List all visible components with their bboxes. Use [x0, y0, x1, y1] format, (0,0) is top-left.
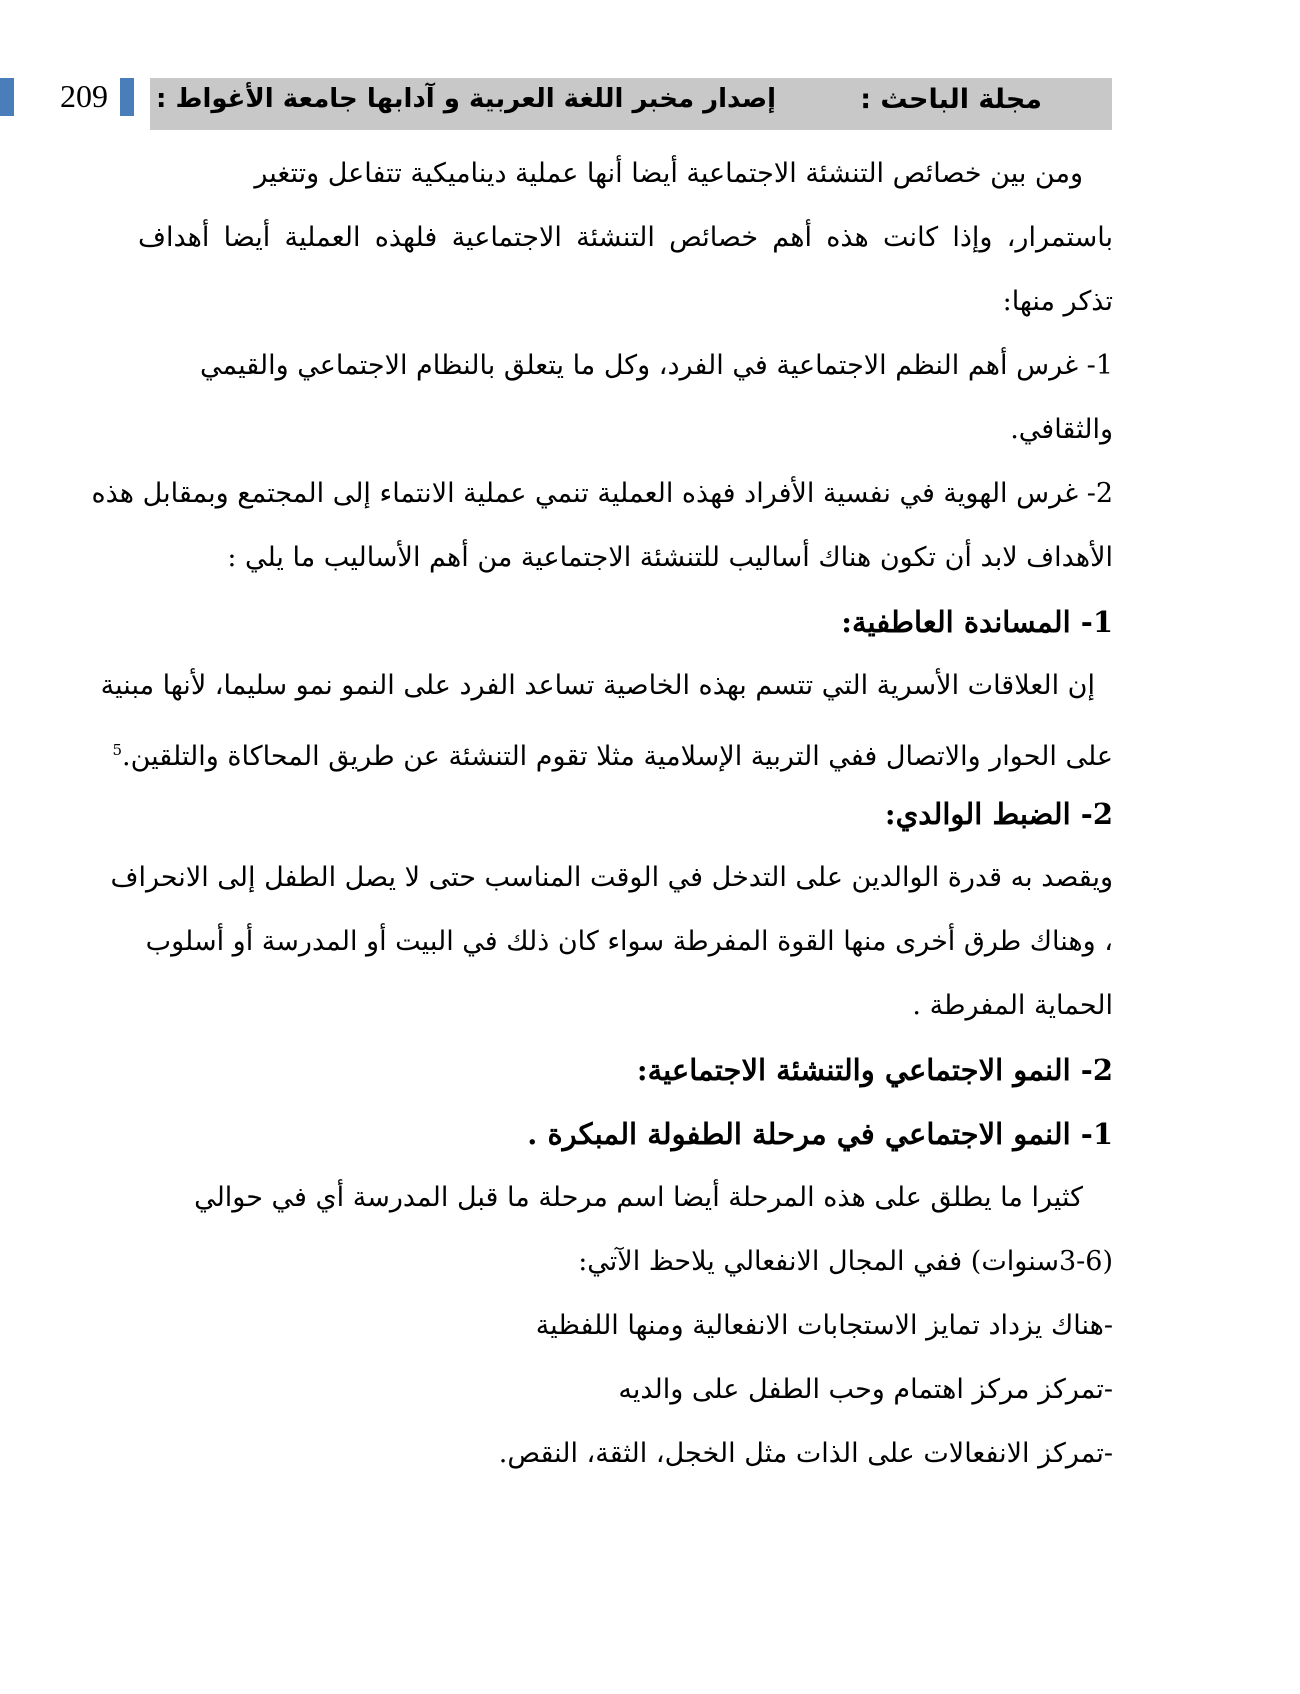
- list-item-2-continuation: الأهداف لابد أن تكون هناك أساليب للتنشئة الاجتماعية من أهم الأساليب ما يلي :: [227, 542, 1113, 573]
- section-heading-emotional-support: 1- المساندة العاطفية:: [841, 605, 1113, 639]
- paragraph-line: ويقصد به قدرة الوالدين على التدخل في الوقت المناسب حتى لا يصل الطفل إلى الانحراف: [110, 862, 1113, 893]
- left-edge-marker: [0, 78, 14, 116]
- paragraph-text: على الحوار والاتصال ففي التربية الإسلامية مثلا تقوم التنشئة عن طريق المحاكاة والتلقين.: [122, 741, 1113, 772]
- page-number: 209: [60, 78, 108, 114]
- journal-publisher: إصدار مخبر اللغة العربية و آدابها جامعة الأغواط :: [156, 84, 777, 114]
- paragraph-line: باستمرار، وإذا كانت هذه أهم خصائص التنشئة الاجتماعية فلهذه العملية أيضا أهداف: [138, 222, 1113, 253]
- bullet-item: -تمركز مركز اهتمام وحب الطفل على والديه: [618, 1374, 1113, 1405]
- page-number-marker: [120, 78, 134, 116]
- section-heading-social-growth: 2- النمو الاجتماعي والتنشئة الاجتماعية:: [636, 1053, 1113, 1087]
- paragraph-line: الحماية المفرطة .: [912, 990, 1113, 1021]
- section-heading-parental-control: 2- الضبط الوالدي:: [884, 797, 1113, 831]
- section-heading-early-childhood: 1- النمو الاجتماعي في مرحلة الطفولة المبكرة .: [527, 1117, 1113, 1151]
- list-item-1-continuation: والثقافي.: [1010, 414, 1113, 445]
- paragraph-line: كثيرا ما يطلق على هذه المرحلة أيضا اسم مرحلة ما قبل المدرسة أي في حوالي: [194, 1182, 1083, 1213]
- paragraph-line: (3-6سنوات) ففي المجال الانفعالي يلاحظ الآتي:: [578, 1246, 1113, 1277]
- bullet-item: -هناك يزداد تمايز الاستجابات الانفعالية ومنها اللفظية: [535, 1310, 1113, 1341]
- journal-name: مجلة الباحث :: [860, 84, 1042, 115]
- list-item-2: 2- غرس الهوية في نفسية الأفراد فهذه العملية تنمي عملية الانتماء إلى المجتمع وبمقابل هذه: [91, 478, 1113, 509]
- paragraph-line: ومن بين خصائص التنشئة الاجتماعية أيضا أنها عملية ديناميكية تتفاعل وتتغير: [254, 158, 1083, 189]
- bullet-item: -تمركز الانفعالات على الذات مثل الخجل، الثقة، النقص.: [498, 1438, 1113, 1469]
- page-body: [91, 142, 1113, 1486]
- running-header: [150, 78, 1112, 130]
- footnote-reference: 5: [112, 741, 123, 759]
- paragraph-line: إن العلاقات الأسرية التي تتسم بهذه الخاصية تساعد الفرد على النمو نمو سليما، لأنها مبنية: [100, 670, 1095, 701]
- paragraph-line: ، وهناك طرق أخرى منها القوة المفرطة سواء كان ذلك في البيت أو المدرسة أو أسلوب: [145, 926, 1113, 957]
- list-item-1: 1- غرس أهم النظم الاجتماعية في الفرد، وكل ما يتعلق بالنظام الاجتماعي والقيمي: [200, 350, 1113, 381]
- paragraph-line-with-footnote: [112, 718, 1113, 782]
- paragraph-line: تذكر منها:: [1002, 286, 1113, 317]
